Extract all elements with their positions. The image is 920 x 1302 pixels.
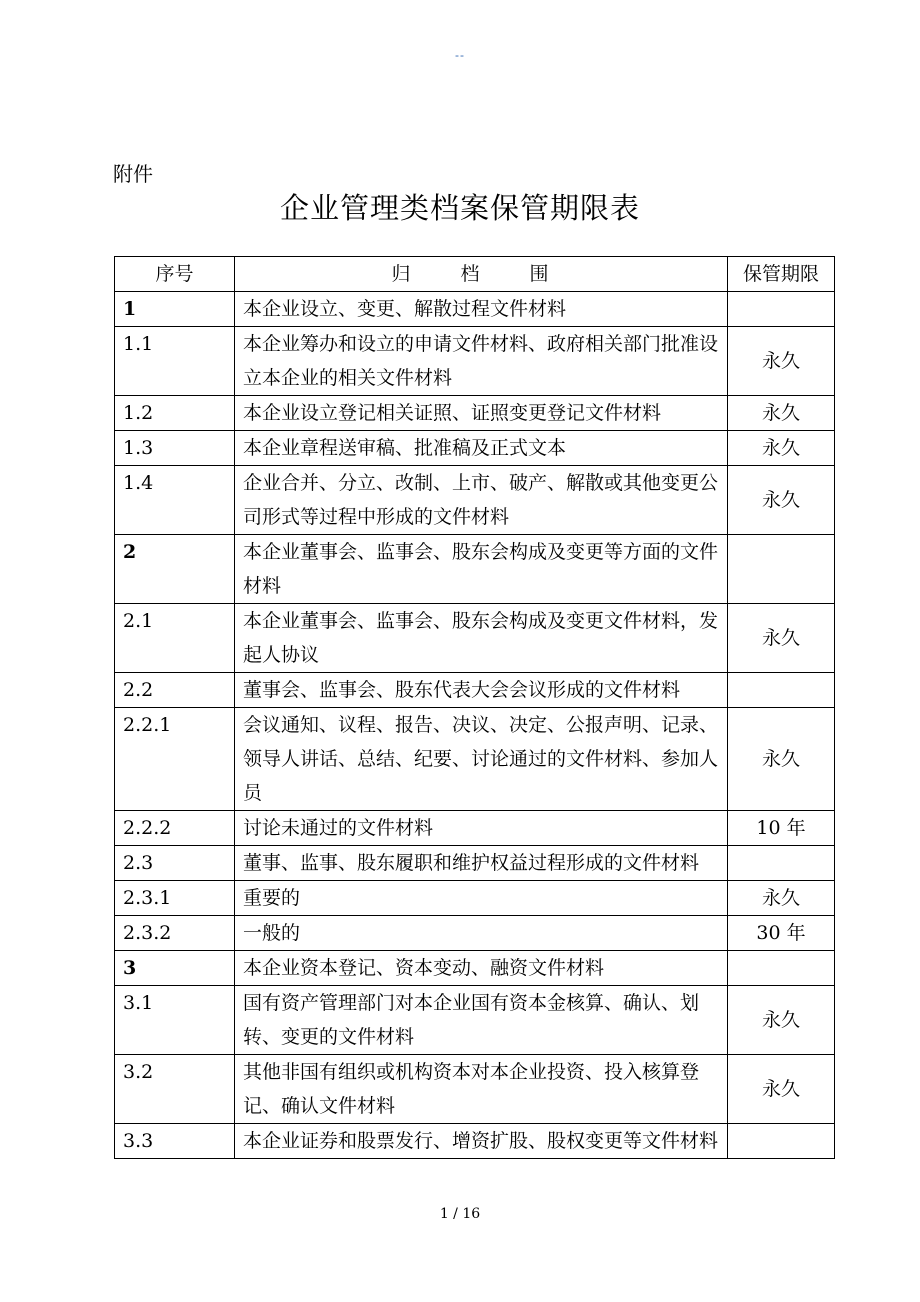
row-scope: 本企业资本登记、资本变动、融资文件材料 [235,951,728,986]
row-period [728,535,835,604]
table-row [115,535,835,604]
table-row [115,292,835,327]
row-scope: 本企业设立登记相关证照、证照变更登记文件材料 [235,396,728,431]
row-period: 永久 [728,708,835,811]
row-no: 1.2 [115,396,235,431]
page-number: 1 / 16 [439,1206,481,1222]
row-period: 永久 [728,431,835,466]
row-scope: 本企业章程送审稿、批准稿及正式文本 [235,431,728,466]
row-no: 2.3 [115,846,235,881]
header-no: 序号 [115,257,235,292]
row-period [728,951,835,986]
row-scope: 讨论未通过的文件材料 [235,811,728,846]
row-no: 2.1 [115,604,235,673]
row-period: 永久 [728,466,835,535]
row-period [728,846,835,881]
table-row [115,951,835,986]
row-period: 永久 [728,1055,835,1124]
page-title: 企业管理类档案保管期限表 [279,191,640,225]
table-row [115,1124,835,1159]
row-no: 2.2.2 [115,811,235,846]
table-row [115,811,835,846]
table-row [115,396,835,431]
table-row [115,708,835,811]
header-scope: 归 档 围 [235,257,728,292]
row-no: 3 [115,951,235,986]
row-scope: 国有资产管理部门对本企业国有资本金核算、确认、划转、变更的文件材料 [235,986,728,1055]
row-no: 2 [115,535,235,604]
row-period: 永久 [728,986,835,1055]
table-row [115,986,835,1055]
row-no: 1.1 [115,327,235,396]
row-no: 3.2 [115,1055,235,1124]
row-period [728,1124,835,1159]
row-no: 2.2 [115,673,235,708]
row-scope: 重要的 [235,881,728,916]
row-period: 永久 [728,604,835,673]
row-no: 2.3.2 [115,916,235,951]
table-row [115,604,835,673]
table-row [115,466,835,535]
row-scope: 一般的 [235,916,728,951]
row-no: 1.3 [115,431,235,466]
table-row [115,881,835,916]
row-no: 3.1 [115,986,235,1055]
retention-table [114,256,835,1159]
row-scope: 本企业设立、变更、解散过程文件材料 [235,292,728,327]
row-scope: 本企业董事会、监事会、股东会构成及变更等方面的文件材料 [235,535,728,604]
row-period: 30 年 [728,916,835,951]
row-scope: 企业合并、分立、改制、上市、破产、解散或其他变更公司形式等过程中形成的文件材料 [235,466,728,535]
table-row [115,431,835,466]
row-scope: 董事会、监事会、股东代表大会会议形成的文件材料 [235,673,728,708]
row-no: 1 [115,292,235,327]
table-row [115,673,835,708]
table-row [115,846,835,881]
row-period: 永久 [728,396,835,431]
row-period [728,292,835,327]
row-scope: 本企业董事会、监事会、股东会构成及变更文件材料，发起人协议 [235,604,728,673]
row-period [728,673,835,708]
row-scope: 本企业筹办和设立的申请文件材料、政府相关部门批准设立本企业的相关文件材料 [235,327,728,396]
table-row [115,327,835,396]
table-row [115,916,835,951]
row-scope: 董事、监事、股东履职和维护权益过程形成的文件材料 [235,846,728,881]
table-header-row [115,257,835,292]
header-mark: -- [455,48,465,62]
header-period: 保管期限 [728,257,835,292]
row-period: 永久 [728,327,835,396]
table-row [115,1055,835,1124]
attachment-label: 附件 [113,162,153,186]
row-period: 10 年 [728,811,835,846]
row-scope: 其他非国有组织或机构资本对本企业投资、投入核算登记、确认文件材料 [235,1055,728,1124]
row-period: 永久 [728,881,835,916]
row-scope: 会议通知、议程、报告、决议、决定、公报声明、记录、领导人讲话、总结、纪要、讨论通过的文件材料、参加人员 [235,708,728,811]
row-no: 2.3.1 [115,881,235,916]
row-scope: 本企业证券和股票发行、增资扩股、股权变更等文件材料 [235,1124,728,1159]
row-no: 1.4 [115,466,235,535]
row-no: 3.3 [115,1124,235,1159]
row-no: 2.2.1 [115,708,235,811]
